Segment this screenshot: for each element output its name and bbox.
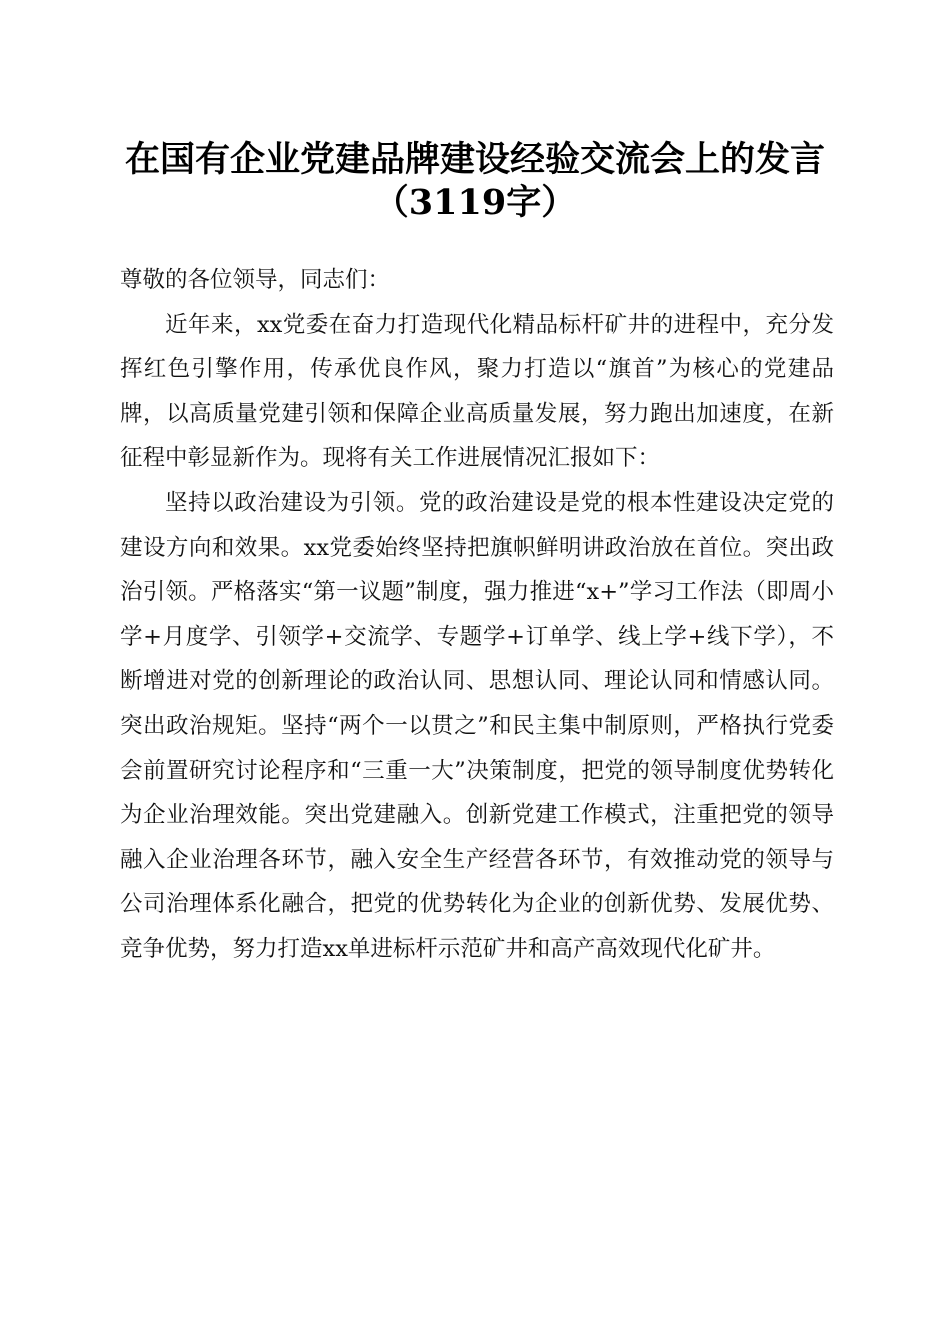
paragraph-intro: 近年来，xx党委在奋力打造现代化精品标杆矿井的进程中，充分发挥红色引擎作用，传承优良作风，聚力打造以“旗首”为核心的党建品牌，以高质量党建引领和保障企业高质量发展，努力跑出加速度，在新征程中彰显新作为。现将有关工作进展情况汇报如下：	[120, 311, 834, 472]
salutation: 尊敬的各位领导，同志们：	[120, 267, 391, 293]
paragraph-political-building: 坚持以政治建设为引领。党的政治建设是党的根本性建设决定党的建设方向和效果。xx党委始终坚持把旗帜鲜明讲政治放在首位。突出政治引领。严格落实“第一议题”制度，强力推进“x+”学习工作法（即周小学+月度学、引领学+交流学、专题学+订单学、线上学+线下学），不断增进对党的创新理论的政治认同、思想认同、理论认同和情感认同。突出政治规矩。坚持“两个一以贯之”和民主集中制原则，严格执行党委会前置研究讨论程序和“三重一大”决策制度，把党的领导制度优势转化为企业治理效能。突出党建融入。创新党建工作模式，注重把党的领导融入企业治理各环节，融入安全生产经营各环节，有效推动党的领导与公司治理体系化融合，把党的优势转化为企业的创新优势、发展优势、竞争优势，努力打造xx单进标杆示范矿井和高产高效现代化矿井。	[120, 489, 834, 962]
word-count: （3119字）	[373, 182, 577, 223]
document-body	[120, 258, 834, 972]
document-title: 在国有企业党建品牌建设经验交流会上的发言	[124, 139, 825, 180]
